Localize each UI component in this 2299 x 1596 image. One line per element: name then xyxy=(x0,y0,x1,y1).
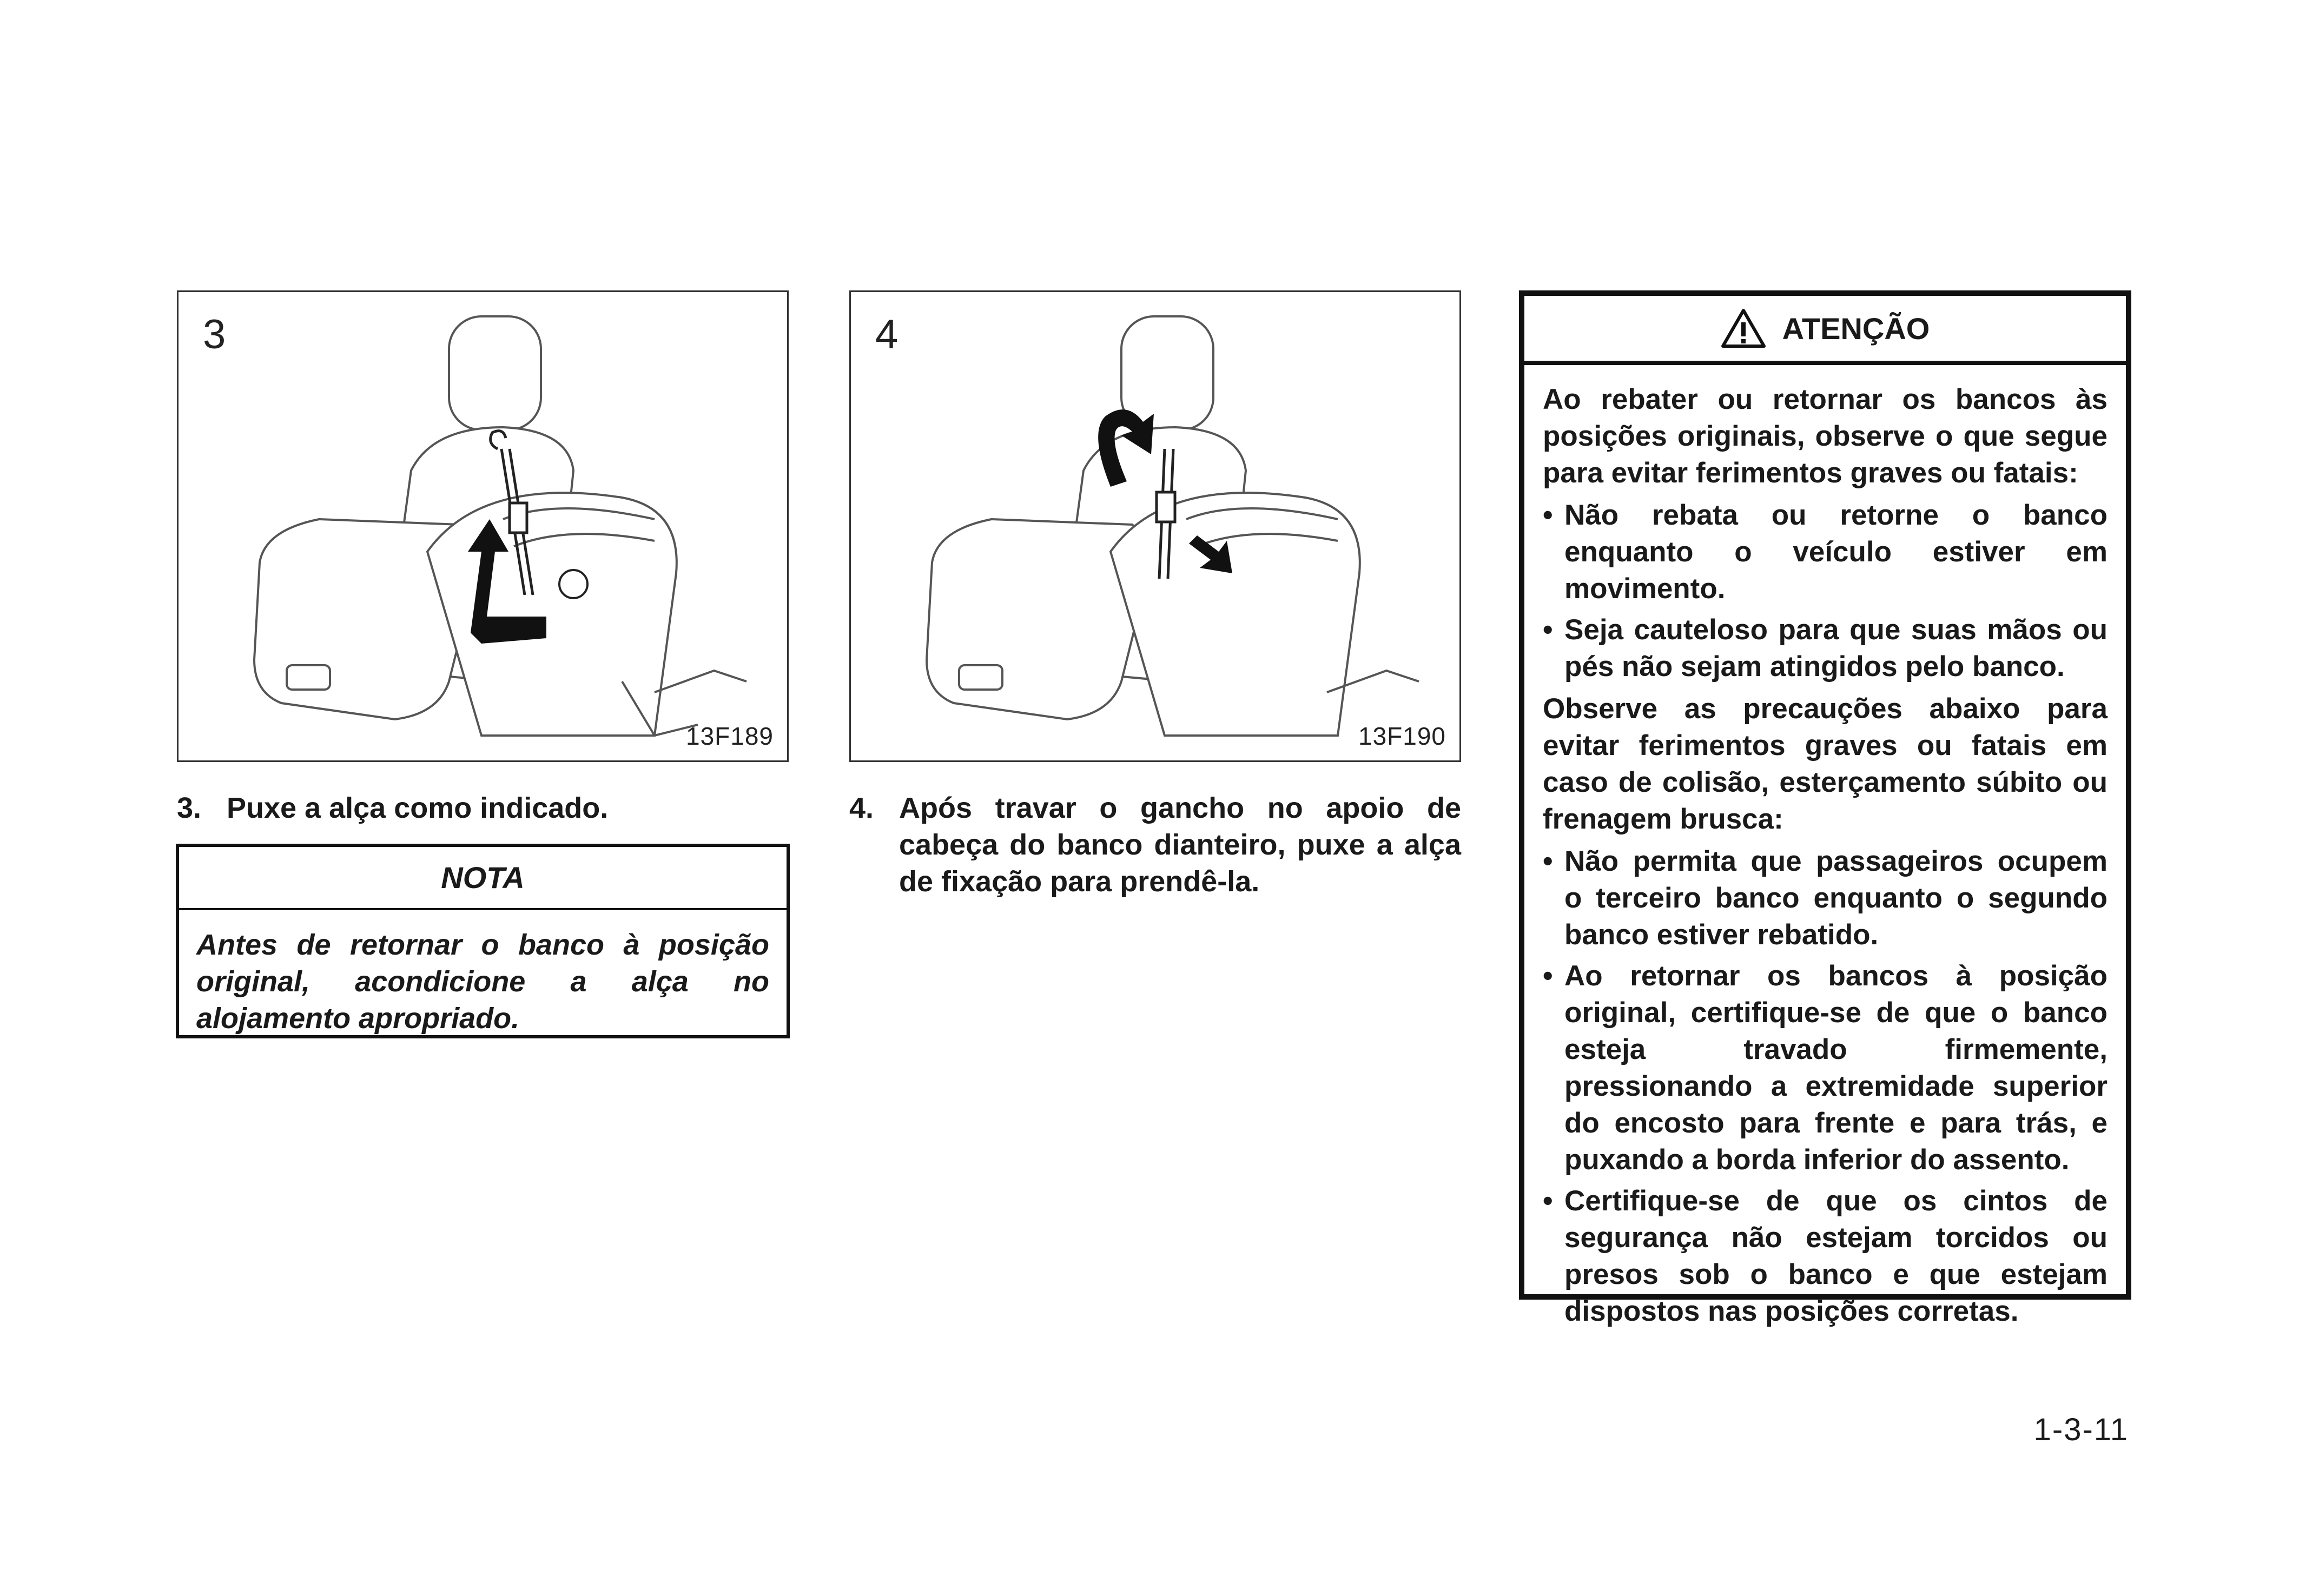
step-number: 3. xyxy=(177,792,202,824)
figure-code: 13F190 xyxy=(1358,722,1446,750)
seat-illustration-4 xyxy=(851,292,1459,760)
warning-list-2 xyxy=(1543,843,2108,1330)
warning-bullet: • Não permita que passageiros ocupem o terceiro banco enquanto o segundo banco estiver rebatido. xyxy=(1543,843,2108,953)
step-text: Puxe a alça como indicado. xyxy=(227,792,609,824)
warning-triangle-icon xyxy=(1721,308,1766,348)
step-text: Após travar o gancho no apoio de cabeça do banco dianteiro, puxe a alça de fixação para prendê-la. xyxy=(899,792,1461,898)
seat-illustration-3 xyxy=(179,292,787,760)
nota-title: NOTA xyxy=(179,847,787,910)
figure-3 xyxy=(177,290,789,762)
page-number: 1-3-11 xyxy=(2033,1412,2129,1447)
warning-bullet: • Seja cauteloso para que suas mãos ou pés não sejam atingidos pelo banco. xyxy=(1543,612,2108,685)
step-number: 4. xyxy=(849,792,874,824)
figure-number: 4 xyxy=(875,312,899,357)
warning-bullet: • Certifique-se de que os cintos de segurança não estejam torcidos ou presos sob o banco e que estejam dispostos nas posições corretas. xyxy=(1543,1183,2108,1330)
warning-bullet: • Ao retornar os bancos à posição original, certifique-se de que o banco esteja travado firmemente, pressionando a extremidade superior do encosto para frente e para trás, e puxando a borda inferior do assento. xyxy=(1543,958,2108,1178)
figure-4 xyxy=(849,290,1461,762)
warning-intro-1: Ao rebater ou retornar os bancos às posições originais, observe o que segue para evitar ferimentos graves ou fatais: xyxy=(1543,383,2108,489)
warning-bullet: • Não rebata ou retorne o banco enquanto o veículo estiver em movimento. xyxy=(1543,497,2108,607)
warning-header xyxy=(1524,296,2126,365)
step-4 xyxy=(849,790,1461,903)
nota-body: Antes de retornar o banco à posição original, acondicione a alça no alojamento apropriado. xyxy=(196,929,769,1035)
warning-intro-2: Observe as precauções abaixo para evitar ferimentos graves ou fatais em caso de colisão, esterçamento súbito ou frenagem brusca: xyxy=(1543,693,2108,835)
figure-code: 13F189 xyxy=(685,722,774,750)
warning-box xyxy=(1519,290,2131,1327)
nota-box xyxy=(176,844,790,1038)
figure-number: 3 xyxy=(203,312,226,357)
warning-list-1 xyxy=(1543,497,2108,685)
step-3 xyxy=(177,790,789,827)
warning-body xyxy=(1524,365,2126,1330)
warning-title: ATENÇÃO xyxy=(1782,311,1930,346)
